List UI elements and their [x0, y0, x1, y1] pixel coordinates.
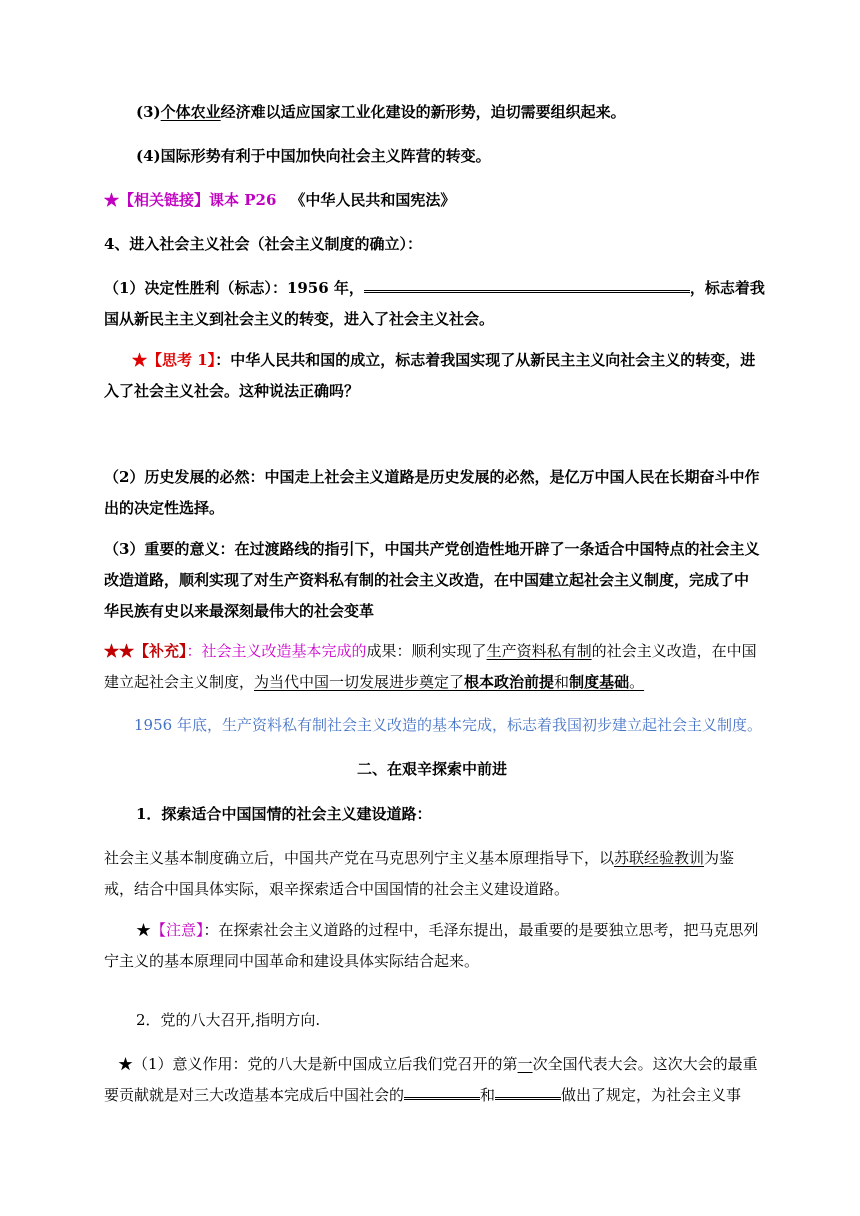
- section-4-2: （2）历史发展的必然：中国走上社会主义道路是历史发展的必然，是亿万中国人民在长期奋斗中作出的决定性选择。: [104, 468, 760, 517]
- paragraph-text: （1）意义作用：党的八大是新中国成立后我们党召开的第: [133, 1055, 518, 1073]
- underlined-term: 和: [554, 673, 570, 691]
- supplement-text: 成果：顺利实现了: [366, 642, 487, 660]
- fill-blank: [364, 274, 690, 293]
- blue-note: 1956 年底，生产资料私有制社会主义改造的基本完成，标志着我国初步建立起社会主义制度。: [134, 716, 762, 734]
- supplement: [104, 636, 760, 698]
- supplement-topic: ：社会主义改造基本完成的: [186, 642, 367, 660]
- star-icon: ★: [118, 1055, 134, 1073]
- star-icon: ★: [136, 921, 152, 939]
- constitution-title: 《中华人民共和国宪法》: [290, 191, 456, 209]
- paragraph-text: 社会主义基本制度确立后，中国共产党在马克思列宁主义基本原理指导下，以: [104, 849, 615, 867]
- think-text: ：中华人民共和国的成立，标志着我国实现了从新民主主义向社会主义的转变，进入了社会主义社会。这种说法正确吗？: [104, 351, 756, 400]
- paragraph-text: 和: [480, 1086, 496, 1104]
- underlined-term: 为当代中国一切发展进步奠定了: [254, 673, 465, 691]
- section-2-1-title: 1．探索适合中国国情的社会主义建设道路：: [136, 805, 432, 823]
- section-4-1-suffix: ，标志着我: [689, 279, 765, 297]
- paragraph-3: [136, 97, 792, 127]
- related-link-label: 【相关链接】课本 P26: [119, 191, 277, 209]
- underlined-term: 根本政治前提: [464, 673, 555, 691]
- supplement-text: 的社会主义改造，在中国建立起社会主义制度，: [104, 642, 757, 691]
- section-2-1-text: [104, 843, 760, 905]
- underlined-term: 个体农业: [160, 103, 221, 121]
- paragraph-text: 为鉴戒，结合中国具体实际，艰辛探索适合中国国情的社会主义建设道路。: [104, 849, 735, 898]
- section-4-1-prefix: （1）决定性胜利（标志）：1956 年，: [104, 279, 364, 297]
- supplement-label: 【补充】: [134, 642, 187, 660]
- paragraph-text: 做出了规定，为社会主义事: [561, 1086, 742, 1104]
- underlined-term: 生产资料私有制: [486, 642, 592, 660]
- section-4-3: （3）重要的意义：在过渡路线的指引下，中国共产党创造性地开辟了一条适合中国特点的社会主义改造道路，顺利实现了对生产资料私有制的社会主义改造，在中国建立起社会主义制度，完成了中华民族有史以来最深刻最伟大的社会变革: [104, 540, 760, 620]
- underlined-term: 一: [517, 1055, 533, 1073]
- attention-label: 【注意】: [151, 921, 204, 939]
- section-2-2-title: 2．党的八大召开,指明方向.: [136, 1011, 321, 1029]
- star-icon: ★: [132, 351, 148, 369]
- attention-text: ：在探索社会主义道路的过程中，毛泽东提出，最重要的是要独立思考，把马克思列宁主义的基本原理同中国革命和建设具体实际结合起来。: [104, 921, 759, 970]
- item-text: 经济难以适应国家工业化建设的新形势，迫切需要组织起来。: [220, 103, 626, 121]
- section-2-2-1: [104, 1049, 760, 1111]
- section-4-title: 4、进入社会主义社会（社会主义制度的确立）：: [104, 235, 422, 253]
- paragraph-4: (4)国际形势有利于中国加快向社会主义阵营的转变。: [136, 147, 491, 165]
- fill-blank: [495, 1081, 561, 1100]
- underlined-term: 苏联经验教训: [614, 849, 705, 867]
- item-number: (3): [136, 103, 161, 121]
- underlined-term: 制度基础: [569, 673, 630, 691]
- section-4-1-line2: 国从新民主主义到社会主义的转变，进入了社会主义社会。: [104, 310, 495, 328]
- star-icon: ★★: [104, 642, 135, 660]
- section-2-title: 二、在艰辛探索中前进: [356, 760, 507, 778]
- star-icon: ★: [104, 191, 120, 209]
- related-link: [104, 185, 760, 215]
- section-4-1-line1: [104, 273, 765, 303]
- fill-blank: [404, 1081, 480, 1100]
- paragraph-text: 次全国代表大会。这次大会的最重要贡献就是对三大改造基本完成后中国社会的: [104, 1055, 758, 1104]
- think-label: 【思考 1】: [147, 351, 216, 369]
- attention-note: [104, 915, 760, 977]
- think-question: [104, 345, 760, 407]
- underlined-term: 。: [629, 673, 645, 691]
